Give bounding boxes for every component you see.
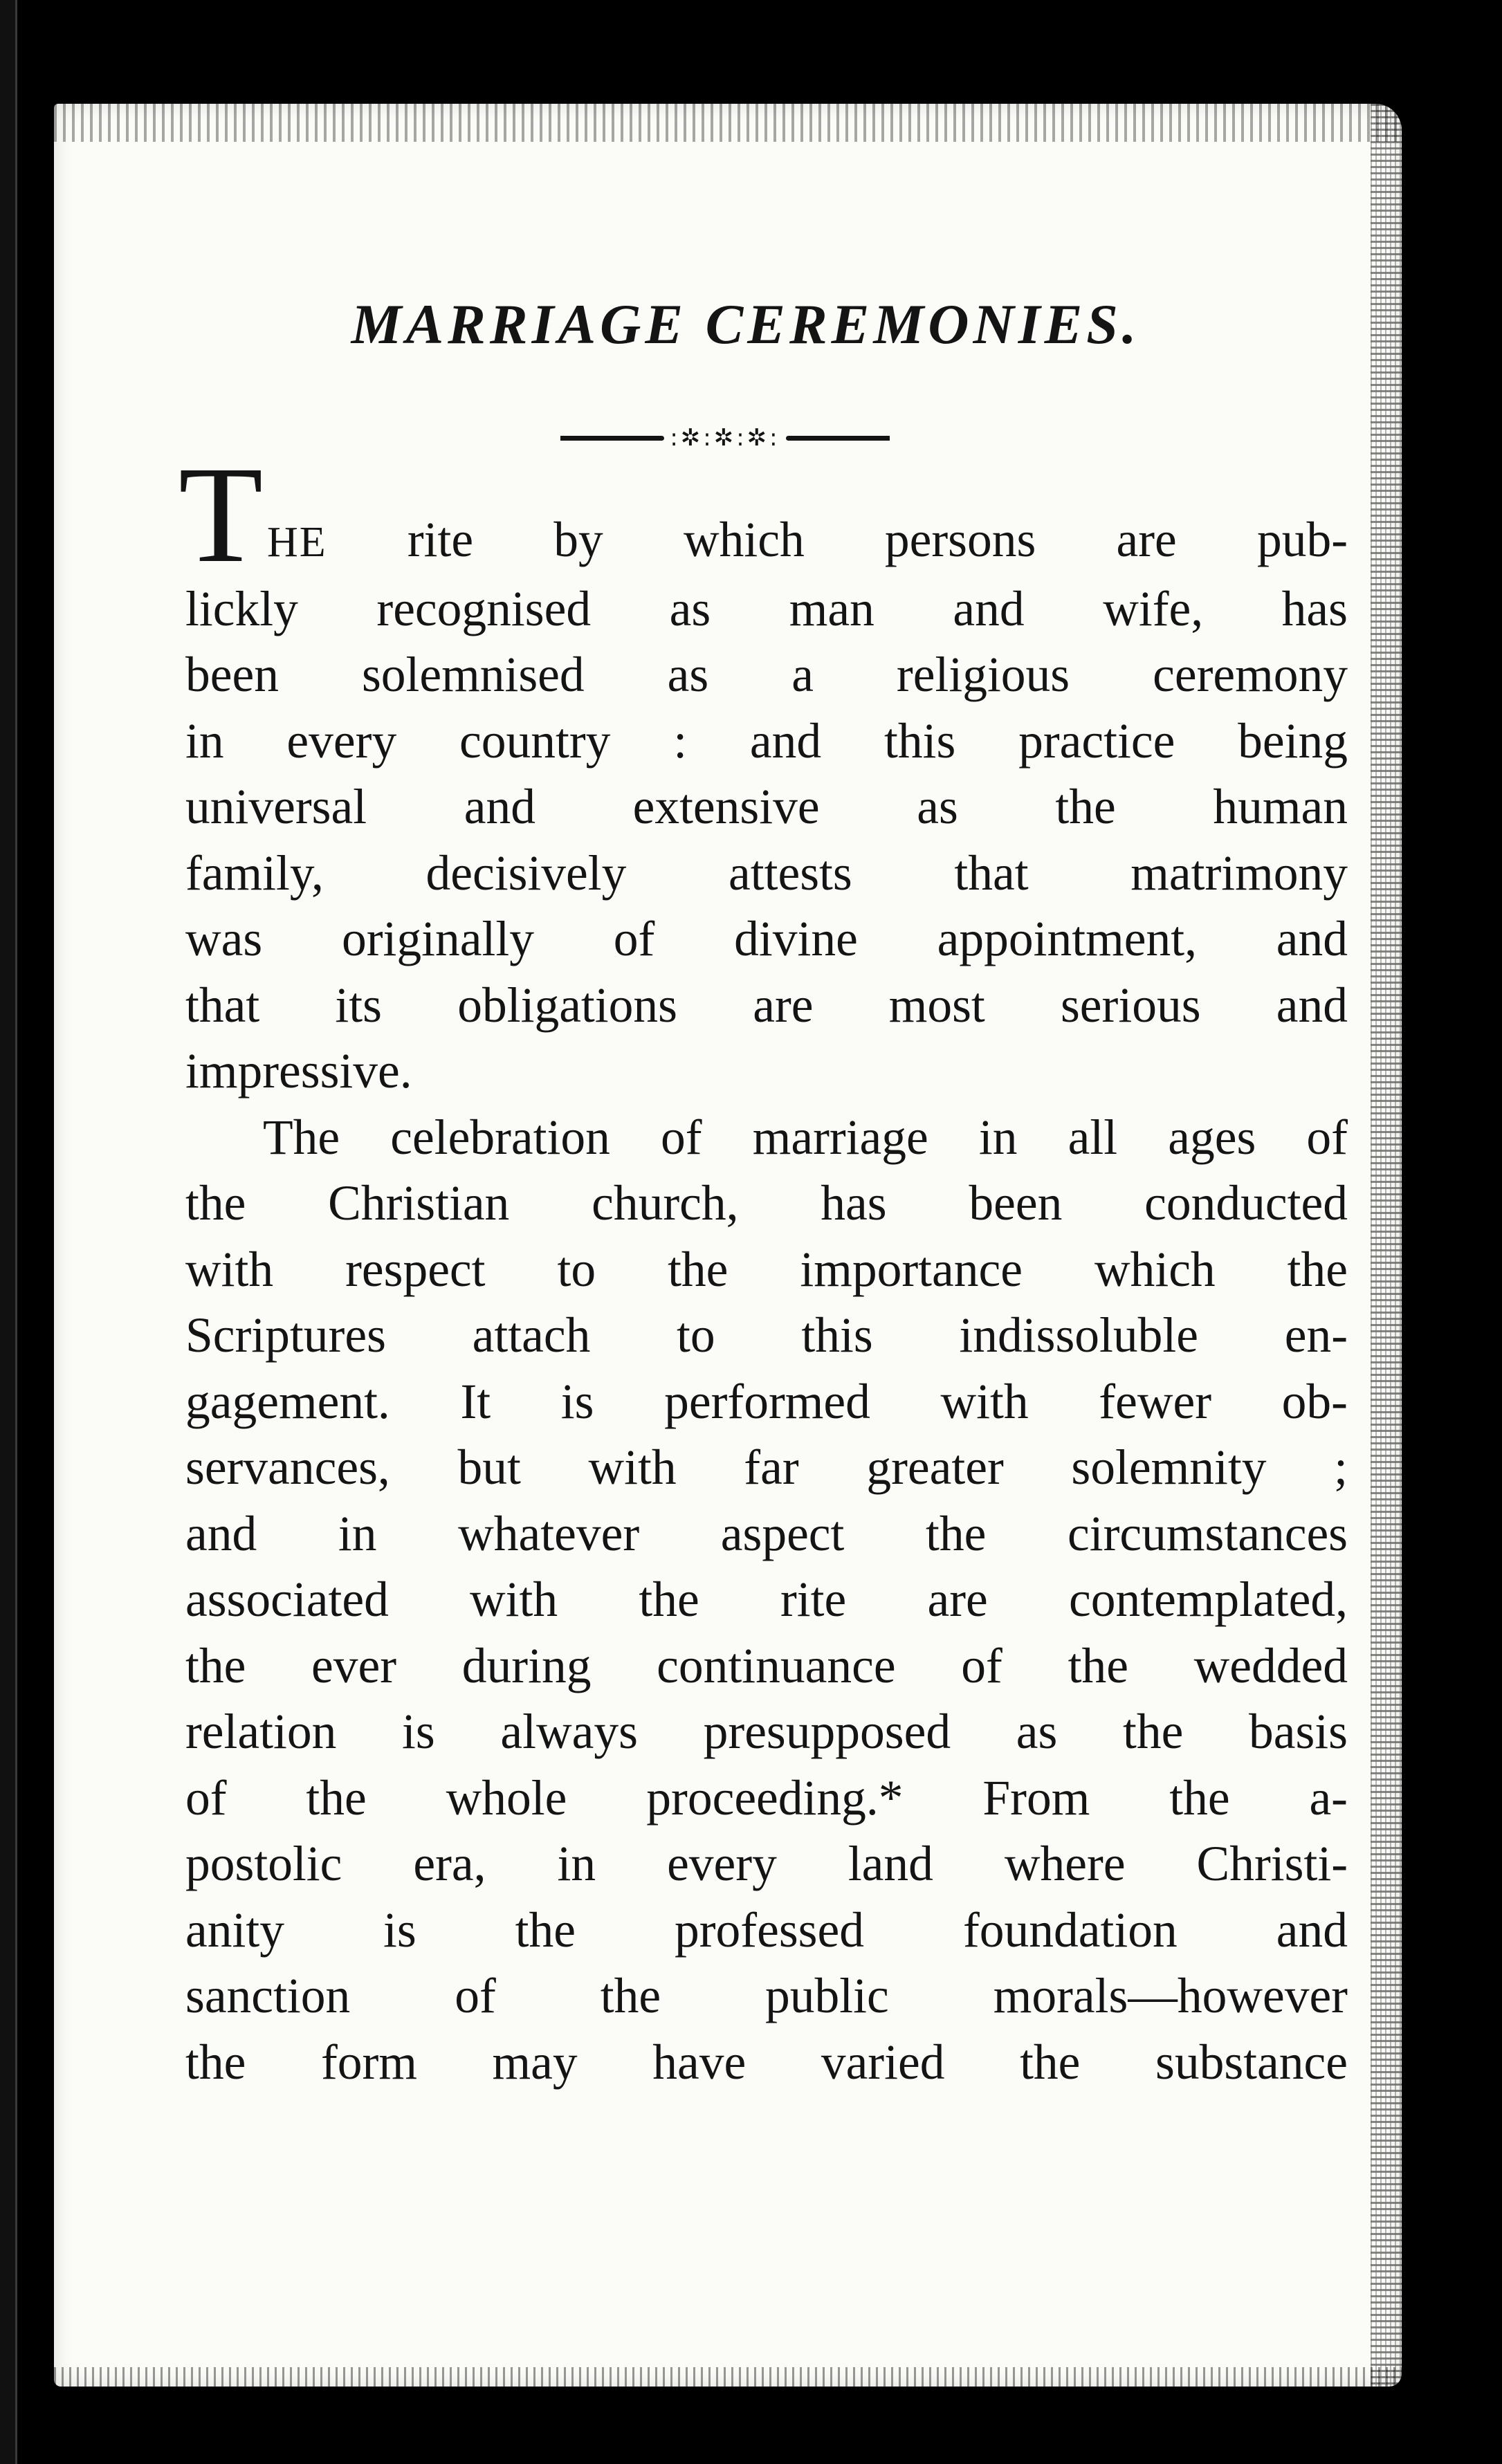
ornament-glyphs: :✲:✲:✲: (670, 424, 780, 452)
paragraph-line: the form may have varied the substance (185, 2034, 1348, 2090)
paragraph-line: servances, but with far greater solemnity ; (185, 1440, 1348, 1496)
paragraph-line: universal and extensive as the human (185, 780, 1348, 835)
worn-bottom-edge (54, 2367, 1402, 2395)
worn-right-edge (1371, 104, 1433, 2387)
title-ornament (185, 424, 1348, 452)
drop-cap: T (178, 439, 264, 592)
ornament-rule-left (560, 436, 664, 441)
paragraph-line: The celebration of marriage in all ages of (263, 1110, 1348, 1165)
paragraph-line: been solemnised as a religious ceremony (185, 647, 1348, 703)
paragraph-line: postolic era, in every land where Christi- (185, 1837, 1348, 1892)
paragraph-2 (185, 1105, 1348, 2096)
paragraph-line: anity is the professed foundation and (185, 1902, 1348, 1958)
paragraph-line: impressive. (185, 1044, 412, 1099)
paragraph-line: relation is always presupposed as the basis (185, 1704, 1348, 1760)
paragraph-line: that its obligations are most serious and (185, 977, 1348, 1033)
book-spine (0, 0, 17, 2464)
ornament-rule-right (786, 436, 890, 441)
line-text: rite by which persons are pub- (407, 513, 1348, 568)
paragraph-line (178, 439, 1348, 592)
paragraph-1 (178, 439, 1348, 1105)
paragraph-line: lickly recognised as man and wife, has (185, 581, 1348, 636)
paragraph-line: was originally of divine appointment, and (185, 912, 1348, 967)
paragraph-line: sanction of the public morals—however (185, 1969, 1348, 2024)
paragraph-line: the Christian church, has been conducted (185, 1176, 1348, 1231)
body-text (178, 439, 1348, 2095)
paragraph-line: family, decisively attests that matrimony (185, 845, 1348, 901)
paragraph-line: Scriptures attach to this indissoluble en- (185, 1308, 1348, 1363)
paragraph-line: in every country : and this practice being (185, 713, 1348, 769)
opening-word: HE (267, 519, 327, 567)
paragraph-line: the ever during continuance of the wedded (185, 1638, 1348, 1693)
paragraph-line: of the whole proceeding.* From the a- (185, 1770, 1348, 1826)
paragraph-line: associated with the rite are contemplated, (185, 1572, 1348, 1628)
paragraph-line: with respect to the importance which the (185, 1242, 1348, 1297)
chapter-title: MARRIAGE CEREMONIES. (351, 293, 1141, 356)
paragraph-line: and in whatever aspect the circumstances (185, 1506, 1348, 1561)
page-content (178, 291, 1348, 2095)
paragraph-line: gagement. It is performed with fewer ob- (185, 1374, 1348, 1429)
worn-top-edge (54, 104, 1402, 142)
